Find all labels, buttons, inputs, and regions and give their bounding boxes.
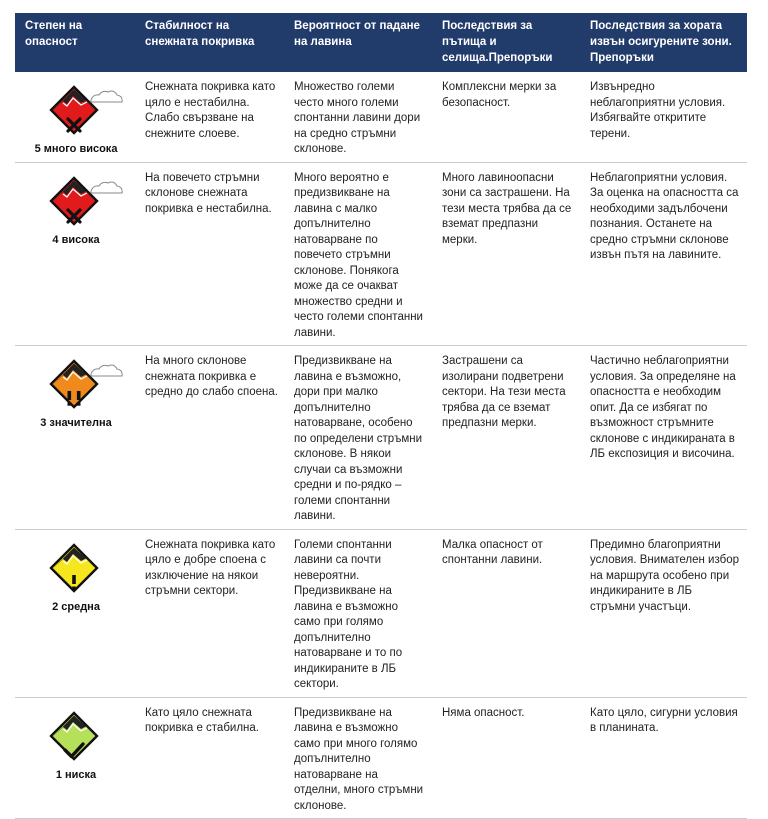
avalanche-danger-1-icon — [29, 704, 123, 766]
roads-cell-text: Няма опасност. — [442, 706, 525, 719]
probability-cell-text: Предизвикване на лавина е възможно, дори при малко допълнително натоварване, особено по определени стръмни склонове. В някои случаи са възможни средни и по-рядко – големи спонтанни лавини. — [294, 355, 423, 522]
roads-cell-text: Много лавиноопасни зони са застрашени. На тези места трябва да се вземат предпазни мерки. — [442, 171, 572, 246]
people-cell — [582, 346, 747, 530]
roads-cell — [434, 346, 582, 530]
table-body — [15, 72, 747, 819]
probability-cell-text: Множество големи често много големи спонтанни лавини дори на средно стръмни склонове. — [294, 81, 421, 155]
roads-cell-text: Застрашени са изолирани подветрени сектори. На тези места трябва да се вземат предпазни мерки. — [442, 355, 566, 429]
danger-level-label: 4 висока — [52, 233, 100, 246]
probability-cell — [286, 162, 434, 346]
people-cell — [582, 697, 747, 819]
people-cell-text: Частично неблагоприятни условия. За определяне на опасността е необходим опит. Да се избягат по възможност стръмните склонове с индикираната в ЛБ експозиция и височина. — [590, 355, 736, 460]
stability-cell-text: На повечето стръмни склонове снежната покривка е нестабилна. — [145, 171, 272, 215]
probability-cell-text: Предизвикване на лавина е възможно само при много голямо допълнително натоварване на отделни, много стръмни склонове. — [294, 706, 424, 812]
danger-level-label: 2 средна — [52, 600, 100, 613]
header-probability: Вероятност от падане на лавина — [286, 13, 434, 72]
header-roads: Последствия за пътища и селища.Препоръки — [434, 13, 582, 72]
stability-cell-text: Като цяло снежната покривка е стабилна. — [145, 706, 259, 734]
roads-cell — [434, 162, 582, 346]
avalanche-danger-5-icon — [29, 78, 123, 140]
people-cell-text: Извънредно неблагоприятни условия. Избягвайте откритите терени. — [590, 81, 726, 140]
stability-cell — [137, 346, 286, 530]
probability-cell — [286, 72, 434, 162]
avalanche-danger-4-icon — [29, 169, 123, 231]
danger-level-cell — [15, 697, 137, 819]
people-cell — [582, 162, 747, 346]
probability-cell — [286, 346, 434, 530]
avalanche-danger-2-icon — [29, 536, 123, 598]
probability-cell-text: Много вероятно е предизвикване на лавина с малко допълнително натоварване по повечето стръмни склонове. Понякога може да се очакват множество средни и често големи спонтанни лавини. — [294, 171, 423, 339]
danger-level-cell — [15, 346, 137, 530]
header-stability: Стабилност на снежната покривка — [137, 13, 286, 72]
people-cell-text: Предимно благоприятни условия. Внимателен избор на маршрута особено при индикираните в ЛБ стръмни участъци. — [590, 538, 740, 613]
header-people: Последствия за хората извън осигурените зони. Препоръки — [582, 13, 747, 72]
table-row — [15, 162, 747, 346]
table-row — [15, 72, 747, 162]
probability-cell — [286, 697, 434, 819]
danger-table — [15, 13, 747, 819]
roads-cell-text: Малка опасност от спонтанни лавини. — [442, 538, 543, 566]
danger-level-cell — [15, 162, 137, 346]
danger-level-cell — [15, 72, 137, 162]
stability-cell-text: Снежната покривка като цяло е нестабилна. Слабо свързване на снежните слоеве. — [145, 81, 276, 140]
table-row — [15, 697, 747, 819]
avalanche-danger-3-icon — [29, 352, 123, 414]
probability-cell-text: Големи спонтанни лавини са почти невероятни. Предизвикване на лавина е възможно само при голямо допълнително натоварване и то по индикираните в ЛБ сектори. — [294, 538, 403, 690]
stability-cell-text: На много склонове снежната покривка е средно до слабо споена. — [145, 355, 278, 398]
stability-cell — [137, 697, 286, 819]
roads-cell — [434, 697, 582, 819]
stability-cell — [137, 72, 286, 162]
danger-level-label: 3 значителна — [40, 417, 112, 429]
stability-cell-text: Снежната покривка като цяло е добре споена с изключение на някои стръмни сектори. — [145, 538, 276, 597]
people-cell — [582, 72, 747, 162]
stability-cell — [137, 162, 286, 346]
header-danger-level: Степен на опасност — [15, 13, 137, 72]
danger-level-label: 5 много висока — [34, 143, 118, 155]
roads-cell-text: Комплексни мерки за безопасност. — [442, 81, 557, 109]
table-header — [15, 13, 747, 72]
roads-cell — [434, 72, 582, 162]
table-row — [15, 346, 747, 530]
avalanche-danger-scale — [15, 13, 747, 819]
people-cell-text: Неблагоприятни условия. За оценка на опасността са необходими задълбочени познания. Останете на средно стръмни склонове извън пътя на лавините. — [590, 171, 739, 261]
danger-level-label: 1 ниска — [55, 768, 97, 781]
people-cell-text: Като цяло, сигурни условия в планината. — [590, 706, 738, 734]
